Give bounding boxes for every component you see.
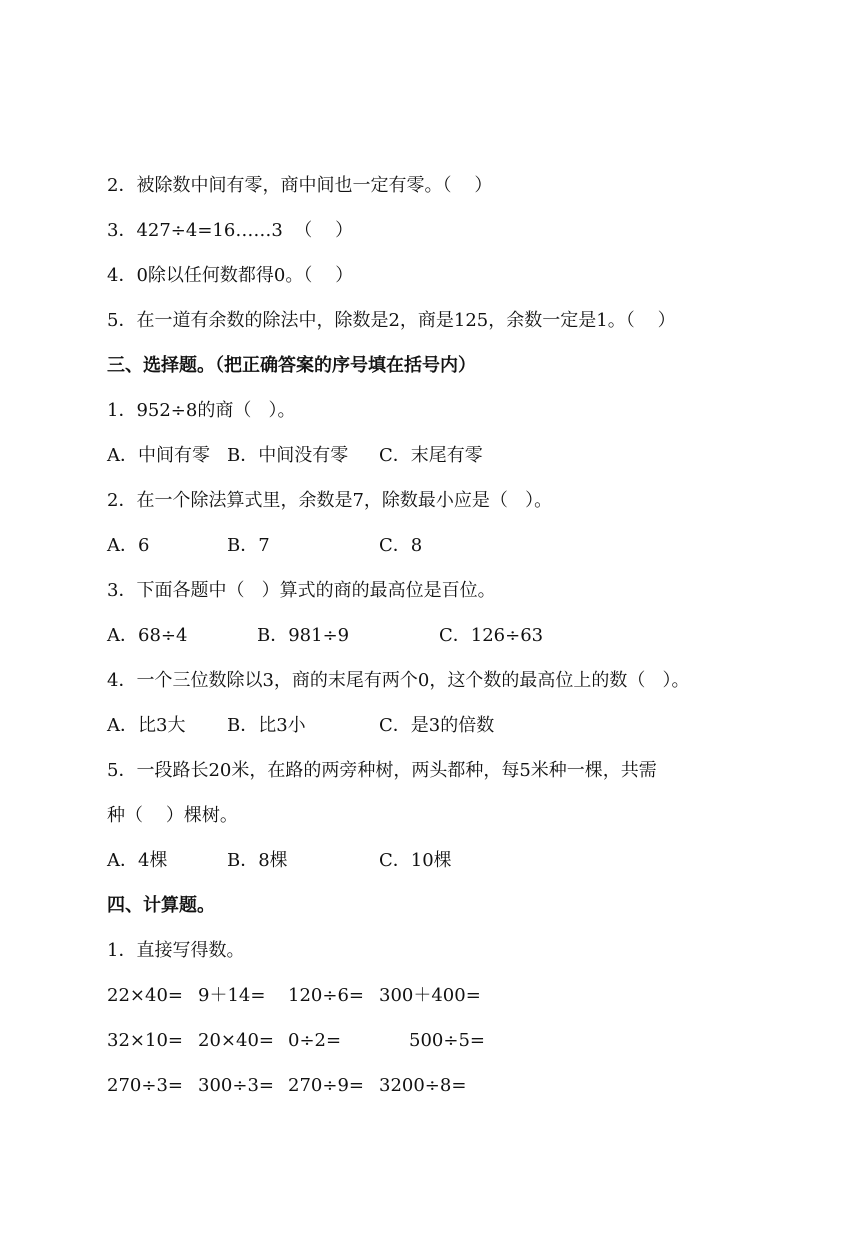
choice-options-2 [107,531,807,561]
choice-options-4 [107,711,807,741]
option-a: A．比3大 [107,715,186,736]
choice-question-3: 3．下面各题中（ ）算式的商的最高位是百位。 [107,580,496,601]
option-b: B．中间没有零 [227,445,349,466]
option-c: C．是3的倍数 [379,715,495,736]
option-c: C．末尾有零 [379,445,483,466]
calc-row-1 [107,981,807,1011]
choice-question-2: 2．在一个除法算式里，余数是7，除数最小应是（ ）。 [107,490,553,511]
option-c: C．126÷63 [439,625,544,646]
option-c: C．10棵 [379,850,452,871]
judge-item-3: 3．427÷4=16……3 （ ） [107,220,354,241]
option-b: B．比3小 [227,715,306,736]
calc-cell: 9＋14= [198,985,266,1006]
option-a: A．6 [107,535,150,556]
option-a: A．4棵 [107,850,168,871]
calc-cell: 32×10= [107,1030,183,1051]
choice-question-5: 5．一段路长20米，在路的两旁种树，两头都种，每5米种一棵，共需 [107,760,657,781]
calc-cell: 270÷9= [288,1075,364,1096]
calc-cell: 3200÷8= [379,1075,467,1096]
calc-question-1: 1．直接写得数。 [107,940,245,961]
option-a: A．中间有零 [107,445,210,466]
choice-options-1 [107,441,807,471]
calc-row-3 [107,1071,807,1101]
calc-cell: 300＋400= [379,985,481,1006]
choice-question-5-cont: 种（ ）棵树。 [107,805,238,826]
calc-cell: 0÷2= [288,1030,342,1051]
choice-question-1: 1．952÷8的商（ ）。 [107,400,296,421]
section-heading-choice: 三、选择题。（把正确答案的序号填在括号内） [107,355,476,376]
choice-options-5 [107,846,807,876]
calc-cell: 500÷5= [409,1030,485,1051]
option-c: C．8 [379,535,423,556]
calc-cell: 22×40= [107,985,183,1006]
option-b: B．7 [227,535,270,556]
option-b: B．981÷9 [257,625,350,646]
judge-item-4: 4．0除以任何数都得0。（ ） [107,265,354,286]
calc-row-2 [107,1026,807,1056]
option-b: B．8棵 [227,850,288,871]
calc-cell: 20×40= [198,1030,274,1051]
calc-cell: 120÷6= [288,985,364,1006]
calc-cell: 270÷3= [107,1075,183,1096]
judge-item-5: 5．在一道有余数的除法中，除数是2，商是125，余数一定是1。（ ） [107,310,676,331]
judge-item-2: 2．被除数中间有零，商中间也一定有零。（ ） [107,175,493,196]
option-a: A．68÷4 [107,625,188,646]
calc-cell: 300÷3= [198,1075,274,1096]
choice-options-3 [107,621,807,651]
choice-question-4: 4．一个三位数除以3，商的末尾有两个0，这个数的最高位上的数（ ）。 [107,670,690,691]
section-heading-calc: 四、计算题。 [107,895,215,916]
